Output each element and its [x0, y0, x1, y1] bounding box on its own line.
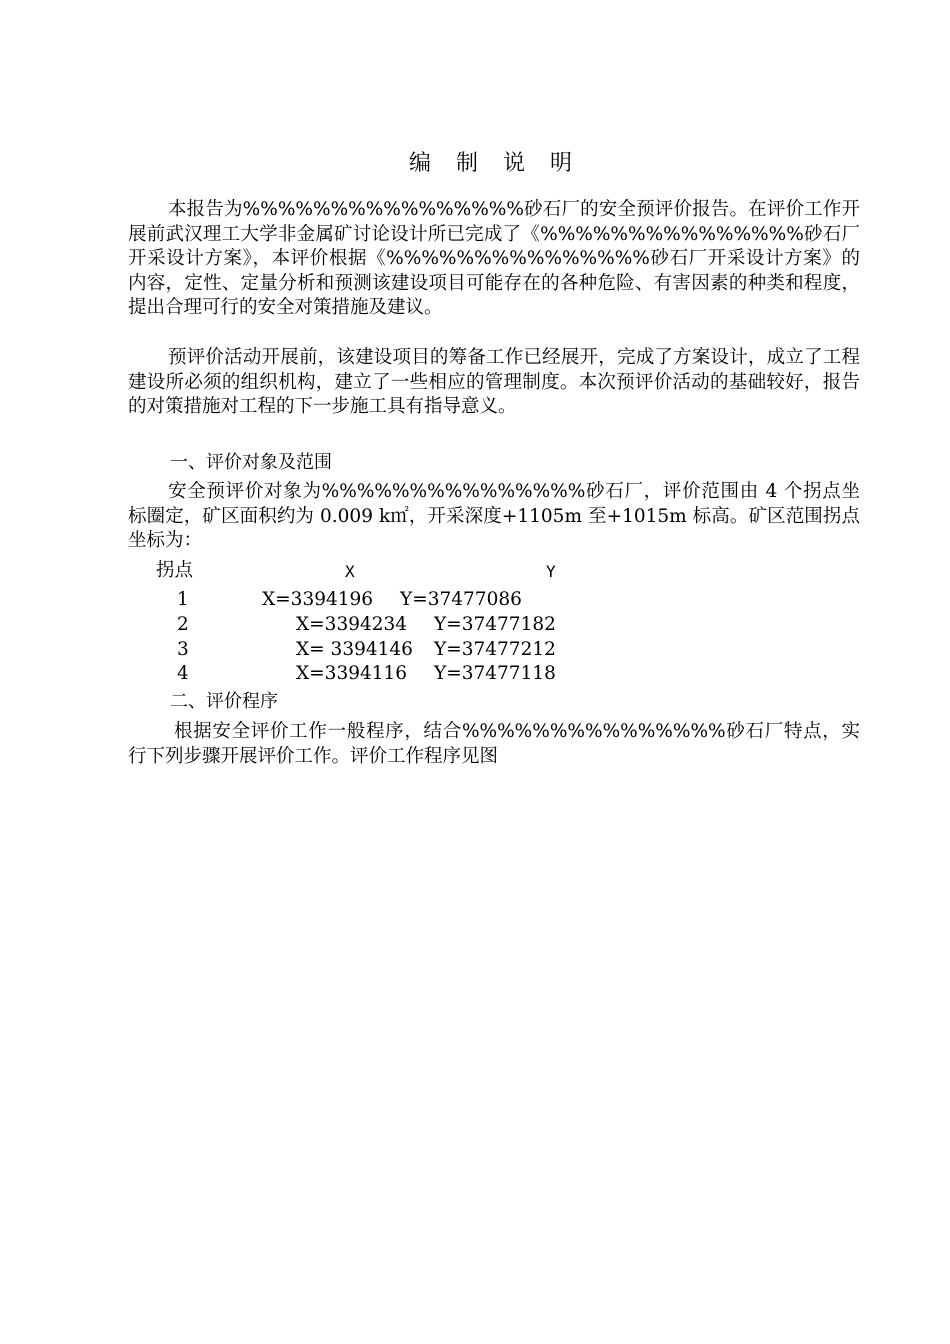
table-row-point: 1 — [177, 589, 189, 610]
table-row-y: Y=37477086 — [400, 589, 522, 610]
section-heading-procedure: 二、评价程序 — [170, 691, 278, 712]
table-row-y: Y=37477118 — [434, 663, 556, 684]
page-title: 编 制 说 明 — [409, 151, 581, 176]
table-row-y: Y=37477212 — [434, 639, 556, 660]
intro-paragraph: 本报告为%%%%%%%%%%%%%%%%砂石厂的安全预评价报告。在评价工作开展前武汉理工大学非金属矿讨论设计所已完成了《%%%%%%%%%%%%%%%砂石厂开采设计方案》，本评价根据《%%%%%%%%%%%%%%%砂石厂开采设计方案》的内容，定性、定量分析和预测该建设项目可能存在的各种危险、有害因素的种类和程度，提出合理可行的安全对策措施及建议。 — [128, 199, 860, 318]
table-row-x: X=3394116 — [296, 663, 408, 684]
section-heading-scope: 一、评价对象及范围 — [170, 452, 332, 473]
table-header-y: Y — [546, 562, 556, 581]
table-header-point: 拐点 — [156, 560, 194, 581]
preparation-paragraph: 预评价活动开展前，该建设项目的筹备工作已经展开，完成了方案设计，成立了工程建设所必须的组织机构，建立了一些相应的管理制度。本次预评价活动的基础较好，报告的对策措施对工程的下一步施工具有指导意义。 — [128, 347, 860, 417]
table-row-x: X=3394196 — [262, 589, 374, 610]
table-row-point: 3 — [177, 639, 189, 660]
procedure-paragraph: 根据安全评价工作一般程序，结合%%%%%%%%%%%%%%%砂石厂特点，实行下列步骤开展评价工作。评价工作程序见图 — [128, 721, 860, 767]
table-row-x: X=3394234 — [296, 614, 408, 635]
table-row-x: X= 3394146 — [296, 639, 413, 660]
table-row-point: 4 — [177, 663, 189, 684]
table-row-point: 2 — [177, 614, 189, 635]
table-row-y: Y=37477182 — [434, 614, 556, 635]
table-header-x: X — [345, 562, 355, 581]
scope-paragraph: 安全预评价对象为%%%%%%%%%%%%%%%砂石厂，评价范围由 4 个拐点坐标圈定，矿区面积约为 0.009 k㎡，开采深度+1105m 至+1015m 标高。矿区范围拐点坐标为： — [128, 481, 860, 551]
